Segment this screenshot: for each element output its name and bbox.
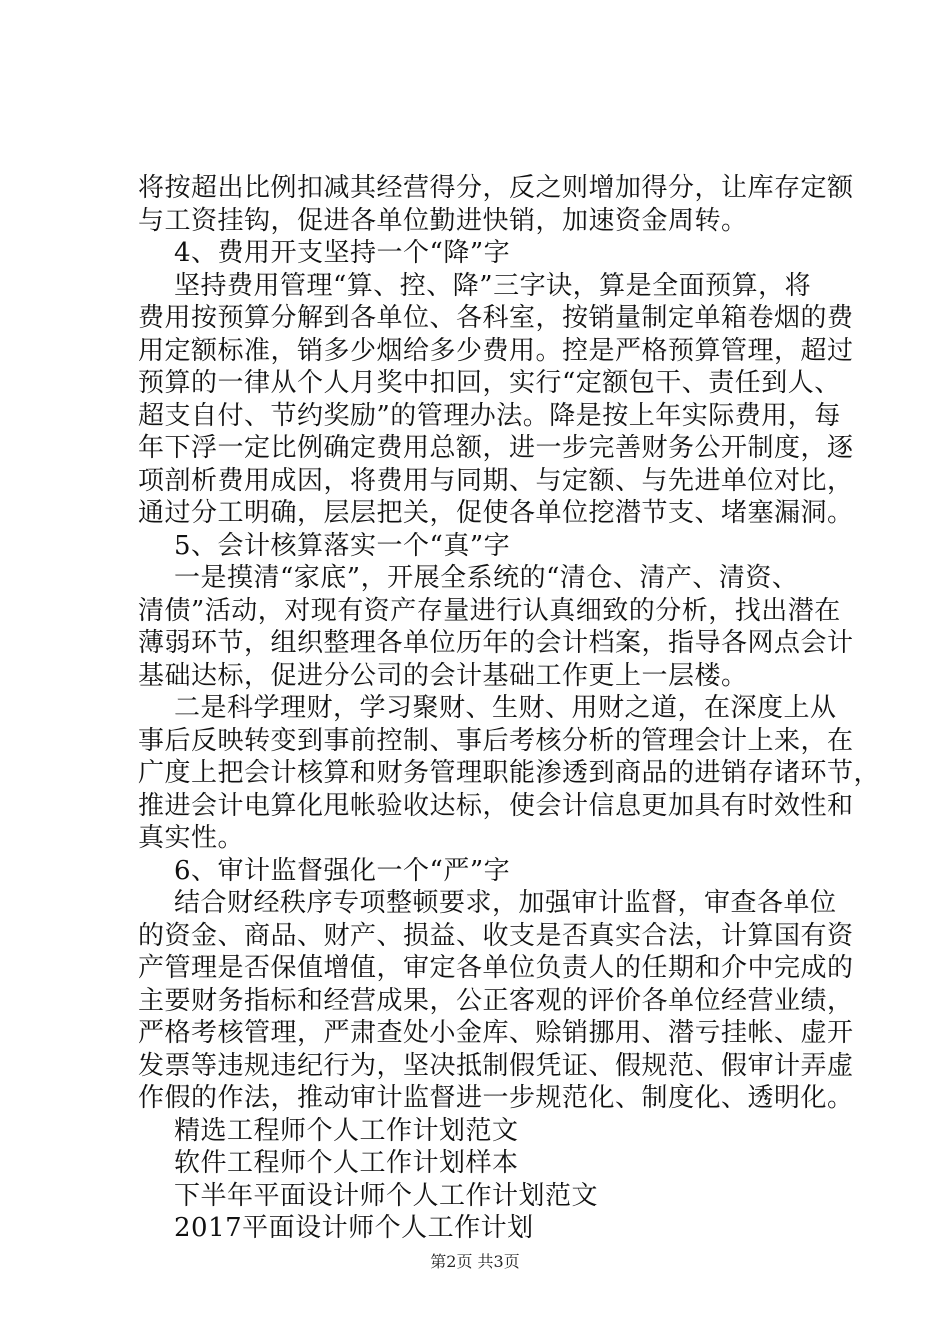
paragraph-line: 一是摸清“家底”，开展全系统的“清仓、清产、清资、	[174, 563, 799, 593]
paragraph-line: 与工资挂钩，促进各单位勤进快销，加速资金周转。	[138, 205, 748, 236]
related-article-link[interactable]: 2017平面设计师个人工作计划	[174, 1213, 534, 1243]
paragraph-line: 严格考核管理，严肃查处小金库、赊销挪用、潜亏挂帐、虚开	[138, 1018, 854, 1048]
paragraph-line: 超支自付、节约奖励”的管理办法。降是按上年实际费用，每	[138, 400, 841, 431]
paragraph-line: 事后反映转变到事前控制、事后考核分析的管理会计上来，在	[138, 725, 854, 756]
paragraph-line: 通过分工明确，层层把关，促使各单位挖潜节支、堵塞漏洞。	[138, 498, 854, 528]
paragraph-line: 预算的一律从个人月奖中扣回，实行“定额包干、责任到人、	[138, 368, 841, 398]
paragraph-line: 费用按预算分解到各单位、各科室，按销量制定单箱卷烟的费	[138, 303, 854, 333]
paragraph-line: 作假的作法，推动审计监督进一步规范化、制度化、透明化。	[138, 1083, 854, 1113]
paragraph-line: 薄弱环节，组织整理各单位历年的会计档案，指导各网点会计	[138, 628, 854, 658]
paragraph-line: 用定额标准，销多少烟给多少费用。控是严格预算管理，超过	[138, 335, 854, 366]
paragraph-line: 将按超出比例扣减其经营得分，反之则增加得分，让库存定额	[138, 173, 854, 203]
related-article-link[interactable]: 下半年平面设计师个人工作计划范文	[174, 1180, 599, 1211]
related-article-link[interactable]: 精选工程师个人工作计划范文	[174, 1115, 519, 1146]
paragraph-line: 二是科学理财，学习聚财、生财、用财之道，在深度上从	[174, 693, 837, 723]
paragraph-line: 发票等违规违纪行为，坚决抵制假凭证、假规范、假审计弄虚	[138, 1050, 854, 1081]
paragraph-line: 坚持费用管理“算、控、降”三字诀，算是全面预算，将	[174, 270, 812, 301]
section-heading: 4、费用开支坚持一个“降”字	[174, 238, 511, 268]
paragraph-line: 基础达标，促进分公司的会计基础工作更上一层楼。	[138, 660, 748, 691]
paragraph-line: 年下浮一定比例确定费用总额，进一步完善财务公开制度，逐	[138, 433, 854, 463]
paragraph-line: 推进会计电算化甩帐验收达标，使会计信息更加具有时效性和	[138, 790, 854, 821]
section-heading: 6、审计监督强化一个“严”字	[174, 855, 511, 886]
related-article-link[interactable]: 软件工程师个人工作计划样本	[174, 1148, 519, 1178]
paragraph-line: 的资金、商品、财产、损益、收支是否真实合法，计算国有资	[138, 920, 854, 951]
paragraph-line: 真实性。	[138, 823, 245, 853]
document-body	[138, 172, 881, 1245]
paragraph-line: 结合财经秩序专项整顿要求，加强审计监督，审查各单位	[174, 888, 837, 918]
paragraph-line: 广度上把会计核算和财务管理职能渗透到商品的进销存诸环节，	[138, 758, 881, 788]
paragraph-line: 产管理是否保值增值，审定各单位负责人的任期和介中完成的	[138, 953, 854, 983]
paragraph-line: 项剖析费用成因，将费用与同期、与定额、与先进单位对比，	[138, 465, 854, 496]
paragraph-line: 清债”活动，对现有资产存量进行认真细致的分析，找出潜在	[138, 595, 841, 626]
page-footer: 第2页 共3页	[430, 1252, 520, 1271]
section-heading: 5、会计核算落实一个“真”字	[174, 530, 511, 561]
paragraph-line: 主要财务指标和经营成果，公正客观的评价各单位经营业绩，	[138, 985, 854, 1016]
